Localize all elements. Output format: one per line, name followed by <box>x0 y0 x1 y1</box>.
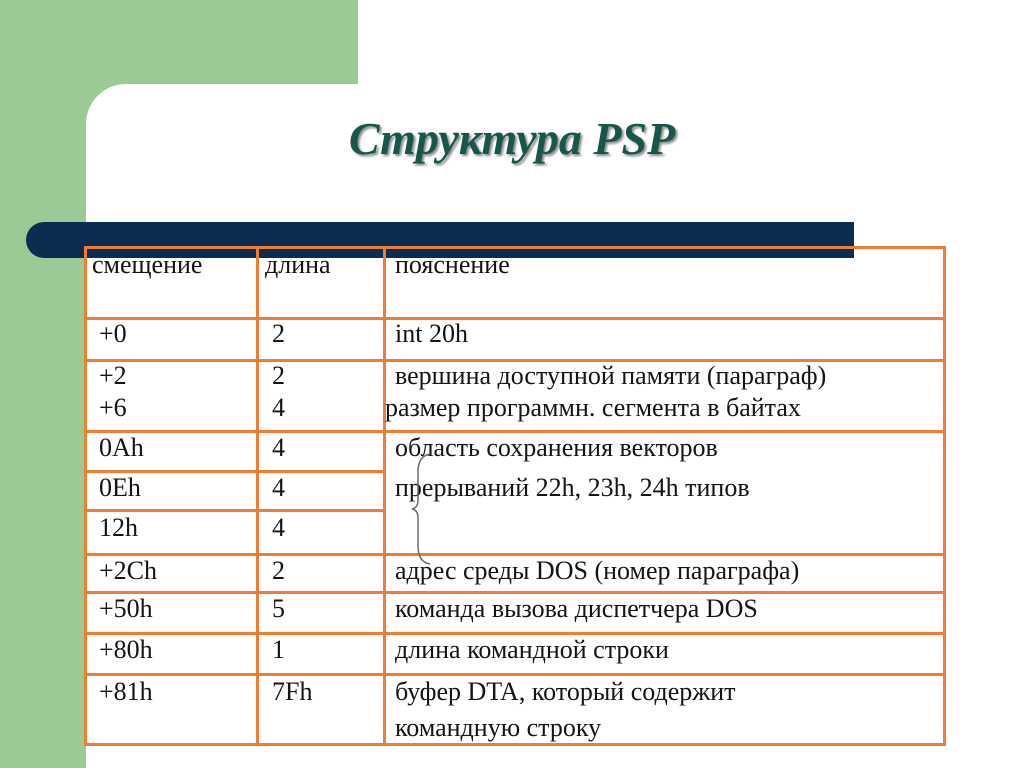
curly-brace-icon <box>410 452 434 566</box>
row-divider <box>87 509 383 512</box>
length-cell: 2 <box>272 361 285 390</box>
description-cell: команда вызова диспетчера DOS <box>395 594 758 623</box>
description-cell: вершина доступной памяти (параграф) <box>395 361 827 390</box>
length-cell: 2 <box>272 319 285 348</box>
length-cell: 4 <box>272 433 285 462</box>
offset-cell: +0 <box>99 319 127 348</box>
length-cell: 5 <box>272 594 285 623</box>
offset-cell: 12h <box>99 513 138 542</box>
description-cell: адрес среды DOS (номер параграфа) <box>395 556 800 585</box>
row-divider <box>87 317 943 320</box>
offset-cell: +6 <box>99 393 127 422</box>
offset-cell: +2 <box>99 361 127 390</box>
offset-cell: +50h <box>99 594 153 623</box>
offset-cell: +81h <box>99 677 153 706</box>
description-cell: прерываний 22h, 23h, 24h типов <box>395 473 750 502</box>
description-cell: длина командной строки <box>395 635 669 664</box>
header-description: пояснение <box>395 250 510 279</box>
description-cell: int 20h <box>395 319 468 348</box>
psp-table <box>84 246 946 746</box>
column-divider <box>256 249 259 743</box>
length-cell: 4 <box>272 393 285 422</box>
description-cell-continuation: командную строку <box>395 713 602 742</box>
length-cell: 2 <box>272 556 285 585</box>
description-cell: область сохранения векторов <box>395 433 718 462</box>
offset-cell: 0Ah <box>99 433 144 462</box>
header-length: длина <box>265 250 331 279</box>
slide-title: Структура PSP <box>348 113 676 164</box>
description-cell: буфер DTA, который содержит <box>395 677 736 706</box>
offset-cell: 0Eh <box>99 473 141 502</box>
length-cell: 1 <box>272 635 285 664</box>
length-cell: 4 <box>272 473 285 502</box>
length-cell: 7Fh <box>272 677 313 706</box>
offset-cell: +2Ch <box>99 556 158 585</box>
row-divider <box>87 673 943 676</box>
header-offset: смещение <box>92 250 203 279</box>
column-divider <box>383 249 386 743</box>
description-cell: размер программн. сегмента в байтах <box>385 393 801 422</box>
offset-cell: +80h <box>99 635 153 664</box>
length-cell: 4 <box>272 513 285 542</box>
